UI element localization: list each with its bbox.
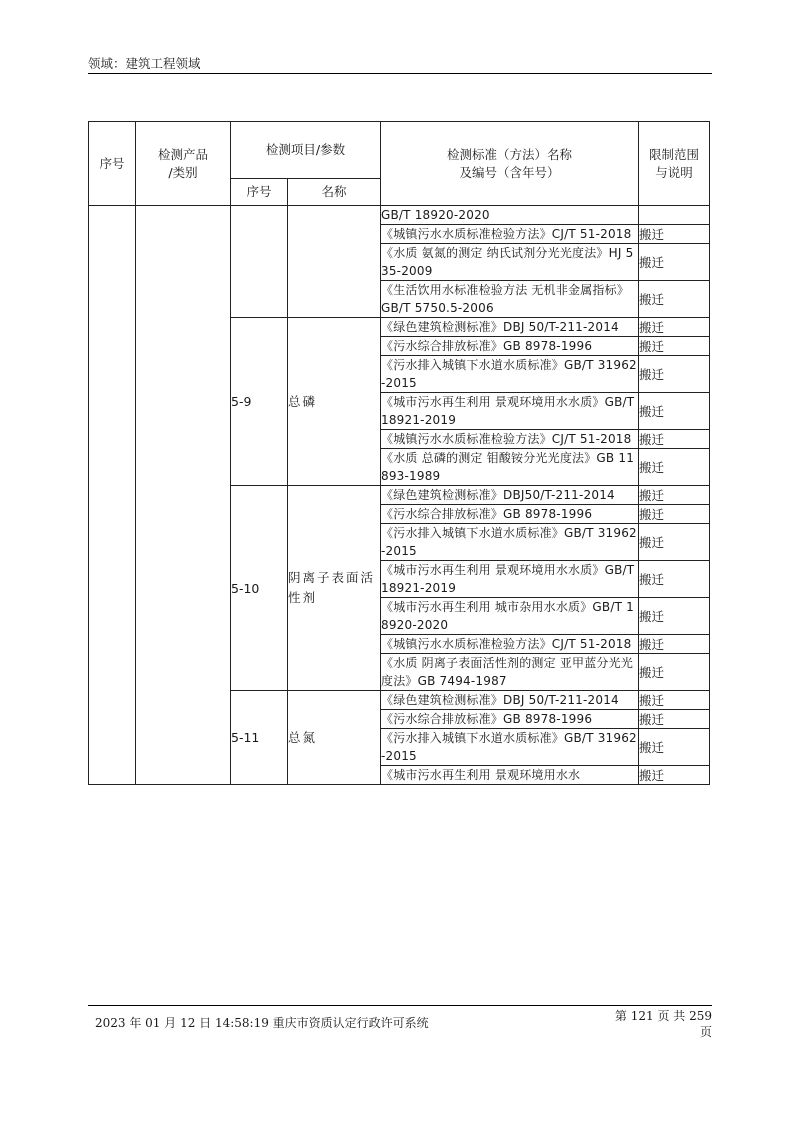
limit-cell: 搬迁 xyxy=(639,598,710,635)
header-limit: 限制范围 与说明 xyxy=(639,122,710,206)
standard-cell: 《污水排入城镇下水道水质标准》GB/T 31962-2015 xyxy=(381,524,639,561)
limit-cell: 搬迁 xyxy=(639,244,710,281)
footer-page-info: 第 121 页 共 259 页 xyxy=(614,1009,712,1039)
standard-cell: 《污水综合排放标准》GB 8978-1996 xyxy=(381,337,639,356)
standard-cell: 《污水排入城镇下水道水质标准》GB/T 31962-2015 xyxy=(381,356,639,393)
standard-cell: 《污水综合排放标准》GB 8978-1996 xyxy=(381,710,639,729)
product-category-cell xyxy=(136,206,231,785)
standard-cell: 《城镇污水水质标准检验方法》CJ/T 51-2018 xyxy=(381,430,639,449)
table-body xyxy=(89,206,710,785)
standard-cell: GB/T 18920-2020 xyxy=(381,206,639,225)
table-row xyxy=(89,206,710,225)
standard-cell: 《水质 氨氮的测定 纳氏试剂分光光度法》HJ 535-2009 xyxy=(381,244,639,281)
page-header-domain: 领域：建筑工程领域 xyxy=(88,56,201,71)
item-name-cell: 总氮 xyxy=(288,691,381,785)
limit-cell: 搬迁 xyxy=(639,561,710,598)
header-sub-name: 名称 xyxy=(288,179,381,206)
limit-cell: 搬迁 xyxy=(639,766,710,785)
limit-cell: 搬迁 xyxy=(639,225,710,244)
item-name-cell: 阴离子表面活性剂 xyxy=(288,486,381,691)
table-head xyxy=(89,122,710,206)
header-sub-seq: 序号 xyxy=(231,179,288,206)
limit-cell: 搬迁 xyxy=(639,393,710,430)
limit-cell: 搬迁 xyxy=(639,710,710,729)
item-code-cell xyxy=(231,206,288,318)
limit-cell: 搬迁 xyxy=(639,486,710,505)
standard-cell: 《城市污水再生利用 景观环境用水水质》GB/T 18921-2019 xyxy=(381,561,639,598)
standard-cell: 《城市污水再生利用 景观环境用水水 xyxy=(381,766,639,785)
limit-cell: 搬迁 xyxy=(639,691,710,710)
limit-cell: 搬迁 xyxy=(639,337,710,356)
limit-cell: 搬迁 xyxy=(639,654,710,691)
standards-table xyxy=(88,121,710,785)
standard-cell: 《城市污水再生利用 景观环境用水水质》GB/T 18921-2019 xyxy=(381,393,639,430)
limit-cell xyxy=(639,206,710,225)
standard-cell: 《绿色建筑检测标准》DBJ 50/T-211-2014 xyxy=(381,691,639,710)
footer-timestamp-system: 2023 年 01 月 12 日 14:58:19 重庆市资质认定行政许可系统 xyxy=(95,1016,429,1030)
standard-cell: 《绿色建筑检测标准》DBJ 50/T-211-2014 xyxy=(381,318,639,337)
header-divider xyxy=(88,73,712,74)
standard-cell: 《污水综合排放标准》GB 8978-1996 xyxy=(381,505,639,524)
item-code-cell: 5-10 xyxy=(231,486,288,691)
limit-cell: 搬迁 xyxy=(639,281,710,318)
standard-cell: 《绿色建筑检测标准》DBJ50/T-211-2014 xyxy=(381,486,639,505)
standard-cell: 《污水排入城镇下水道水质标准》GB/T 31962-2015 xyxy=(381,729,639,766)
standard-cell: 《城镇污水水质标准检验方法》CJ/T 51-2018 xyxy=(381,635,639,654)
standard-cell: 《水质 总磷的测定 钼酸铵分光光度法》GB 11893-1989 xyxy=(381,449,639,486)
item-name-cell xyxy=(288,206,381,318)
standard-cell: 《水质 阴离子表面活性剂的测定 亚甲蓝分光光度法》GB 7494-1987 xyxy=(381,654,639,691)
limit-cell: 搬迁 xyxy=(639,505,710,524)
item-name-cell: 总磷 xyxy=(288,318,381,486)
standard-cell: 《城市污水再生利用 城市杂用水水质》GB/T 18920-2020 xyxy=(381,598,639,635)
limit-cell: 搬迁 xyxy=(639,356,710,393)
header-item-param: 检测项目/参数 xyxy=(231,122,381,179)
limit-cell: 搬迁 xyxy=(639,449,710,486)
seq-cell xyxy=(89,206,136,785)
header-product-category: 检测产品 /类别 xyxy=(136,122,231,206)
item-code-cell: 5-9 xyxy=(231,318,288,486)
header-seq: 序号 xyxy=(89,122,136,206)
item-code-cell: 5-11 xyxy=(231,691,288,785)
limit-cell: 搬迁 xyxy=(639,430,710,449)
limit-cell: 搬迁 xyxy=(639,729,710,766)
limit-cell: 搬迁 xyxy=(639,524,710,561)
limit-cell: 搬迁 xyxy=(639,318,710,337)
footer-divider xyxy=(88,1005,712,1006)
standard-cell: 《生活饮用水标准检验方法 无机非金属指标》GB/T 5750.5-2006 xyxy=(381,281,639,318)
header-standard: 检测标准（方法）名称 及编号（含年号） xyxy=(381,122,639,206)
limit-cell: 搬迁 xyxy=(639,635,710,654)
standard-cell: 《城镇污水水质标准检验方法》CJ/T 51-2018 xyxy=(381,225,639,244)
